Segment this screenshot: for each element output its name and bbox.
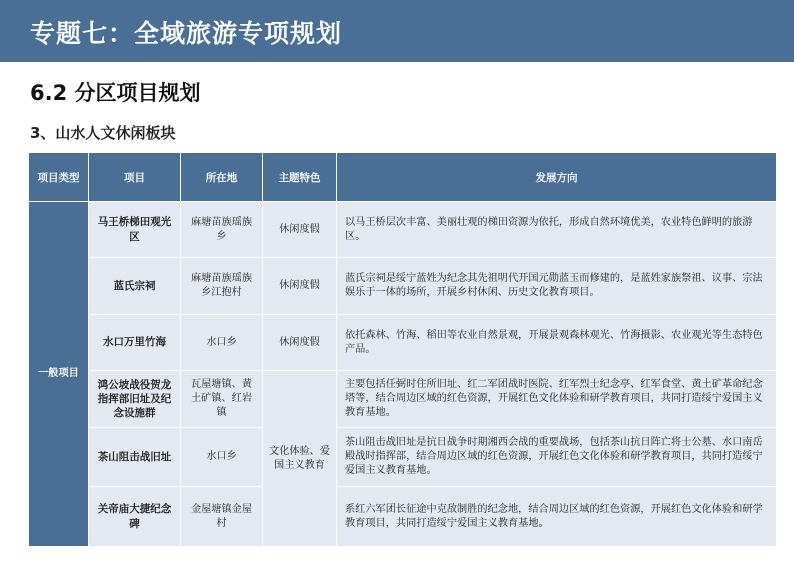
header-type: 项目类型 (29, 153, 89, 202)
project-location: 瓦屋塘镇、黄土矿镇、红岩镇 (181, 371, 263, 428)
project-direction: 蓝氏宗祠是绥宁蓝姓为纪念其先祖明代开国元勋蓝玉而修建的，是蓝姓家族祭祖、议事、宗法娱乐于一体的场所，开展乡村休闲、历史文化教育项目。 (337, 258, 777, 315)
project-direction: 系红六军团长征途中克敌制胜的纪念地，结合周边区域的红色资源，开展红色文化体验和研学教育项目，共同打造绥宁爱国主义教育基地。 (337, 487, 777, 547)
table-row (29, 258, 777, 315)
table-row (29, 487, 777, 547)
project-theme: 休闲度假 (263, 202, 337, 258)
project-theme: 休闲度假 (263, 315, 337, 371)
project-name: 水口万里竹海 (89, 315, 181, 371)
project-direction: 主要包括任弼时住所旧址、红二军团战时医院、红军烈士纪念亭、红军食堂、黄土矿革命纪念塔等，结合周边区域的红色资源，开展红色文化体验和研学教育项目，共同打造绥宁爱国主义教育基地。 (337, 371, 777, 428)
table-row (29, 371, 777, 428)
merged-theme-cell: 文化体验、爱国主义教育 (263, 371, 337, 547)
table-row (29, 428, 777, 487)
section-title: 6.2 分区项目规划 (30, 81, 201, 105)
page-title: 专题七：全域旅游专项规划 (30, 19, 343, 48)
title-banner (0, 0, 794, 62)
table-header-row (29, 153, 777, 202)
project-location: 水口乡 (181, 428, 263, 487)
project-name: 蓝氏宗祠 (89, 258, 181, 315)
project-name: 关帝庙大捷纪念碑 (89, 487, 181, 547)
project-location: 水口乡 (181, 315, 263, 371)
project-location: 麻塘苗族瑶族乡江抱村 (181, 258, 263, 315)
table-row (29, 315, 777, 371)
project-direction: 依托森林、竹海、稻田等农业自然景观，开展景观森林观光、竹海摄影、农业观光等生态特色产品。 (337, 315, 777, 371)
project-name: 茶山阻击战旧址 (89, 428, 181, 487)
project-location: 麻塘苗族瑶族乡 (181, 202, 263, 258)
category-cell: 一般项目 (29, 202, 89, 547)
header-direction: 发展方向 (337, 153, 777, 202)
subsection-title: 3、山水人文休闲板块 (30, 124, 176, 142)
project-direction: 茶山阻击战旧址是抗日战争时期湘西会战的重要战场，包括茶山抗日阵亡将士公墓、水口南岳殿战时指挥部，结合周边区域的红色资源，开展红色文化体验和研学教育项目，共同打造绥宁爱国主义教育基地。 (337, 428, 777, 487)
project-name: 马王桥梯田观光区 (89, 202, 181, 258)
project-direction: 以马王桥层次丰富、美丽壮观的梯田资源为依托，形成自然环境优美，农业特色鲜明的旅游区。 (337, 202, 777, 258)
header-location: 所在地 (181, 153, 263, 202)
header-project: 项目 (89, 153, 181, 202)
project-table (28, 152, 777, 547)
project-name: 鸿公坡战役贺龙指挥部旧址及纪念设施群 (89, 371, 181, 428)
project-location: 金屋塘镇金屋村 (181, 487, 263, 547)
table-row (29, 202, 777, 258)
header-theme: 主题特色 (263, 153, 337, 202)
project-theme: 休闲度假 (263, 258, 337, 315)
